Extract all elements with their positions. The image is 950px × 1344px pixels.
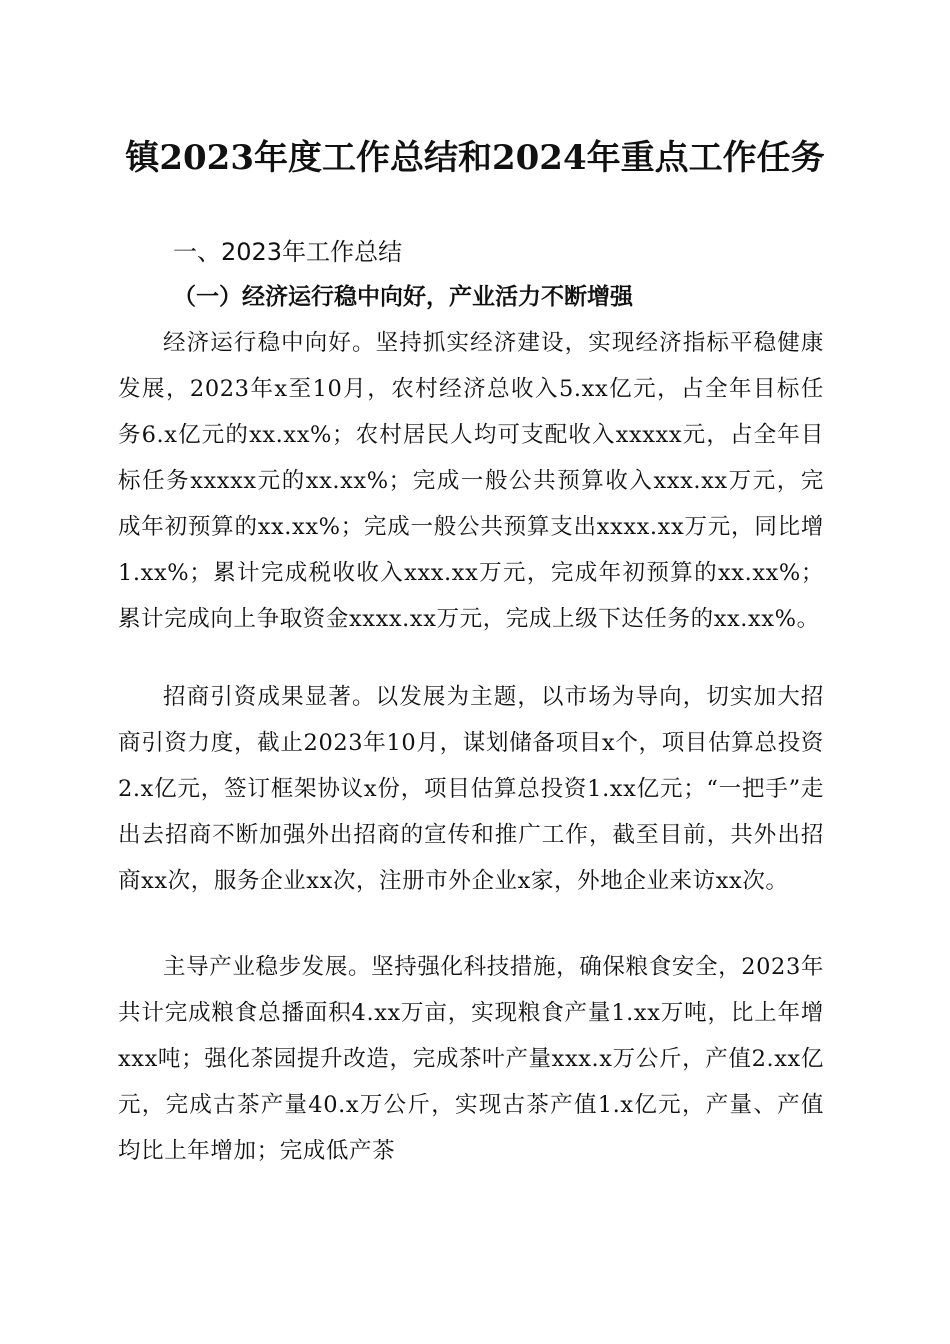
paragraph-industry: 主导产业稳步发展。坚持强化科技措施，确保粮食安全，2023年共计完成粮食总播面积4.xx万亩，实现粮食产量1.xx万吨，比上年增xxx吨；强化茶园提升改造，完成茶叶产量xxx.x万公斤，产值2.xx亿元，完成古茶产量40.x万公斤，实现古茶产值1.x亿元，产量、产值均比上年增加；完成低产茶 bbox=[118, 954, 824, 1164]
document-title: 镇2023年度工作总结和2024年重点工作任务 bbox=[125, 138, 825, 178]
subsection-heading: （一）经济运行稳中向好，产业活力不断增强 bbox=[173, 283, 633, 310]
section-heading: 一、2023年工作总结 bbox=[173, 238, 403, 266]
paragraph-economy: 经济运行稳中向好。坚持抓实经济建设，实现经济指标平稳健康发展，2023年x至10月，农村经济总收入5.xx亿元，占全年目标任务6.x亿元的xx.xx%；农村居民人均可支配收入xxxxx元，占全年目标任务xxxxx元的xx.xx%；完成一般公共预算收入xxx.xx万元，完成年初预算的xx.xx%；完成一般公共预算支出xxxx.xx万元，同比增1.xx%；累计完成税收收入xxx.xx万元，完成年初预算的xx.xx%；累计完成向上争取资金xxxx.xx万元，完成上级下达任务的xx.xx%。 bbox=[118, 330, 824, 632]
paragraph-investment: 招商引资成果显著。以发展为主题，以市场为导向，切实加大招商引资力度，截止2023年10月，谋划储备项目x个，项目估算总投资2.x亿元，签订框架协议x份，项目估算总投资1.xx亿元；“一把手”走出去招商不断加强外出招商的宣传和推广工作，截至目前，共外出招商xx次，服务企业xx次，注册市外企业x家，外地企业来访xx次。 bbox=[118, 684, 824, 894]
